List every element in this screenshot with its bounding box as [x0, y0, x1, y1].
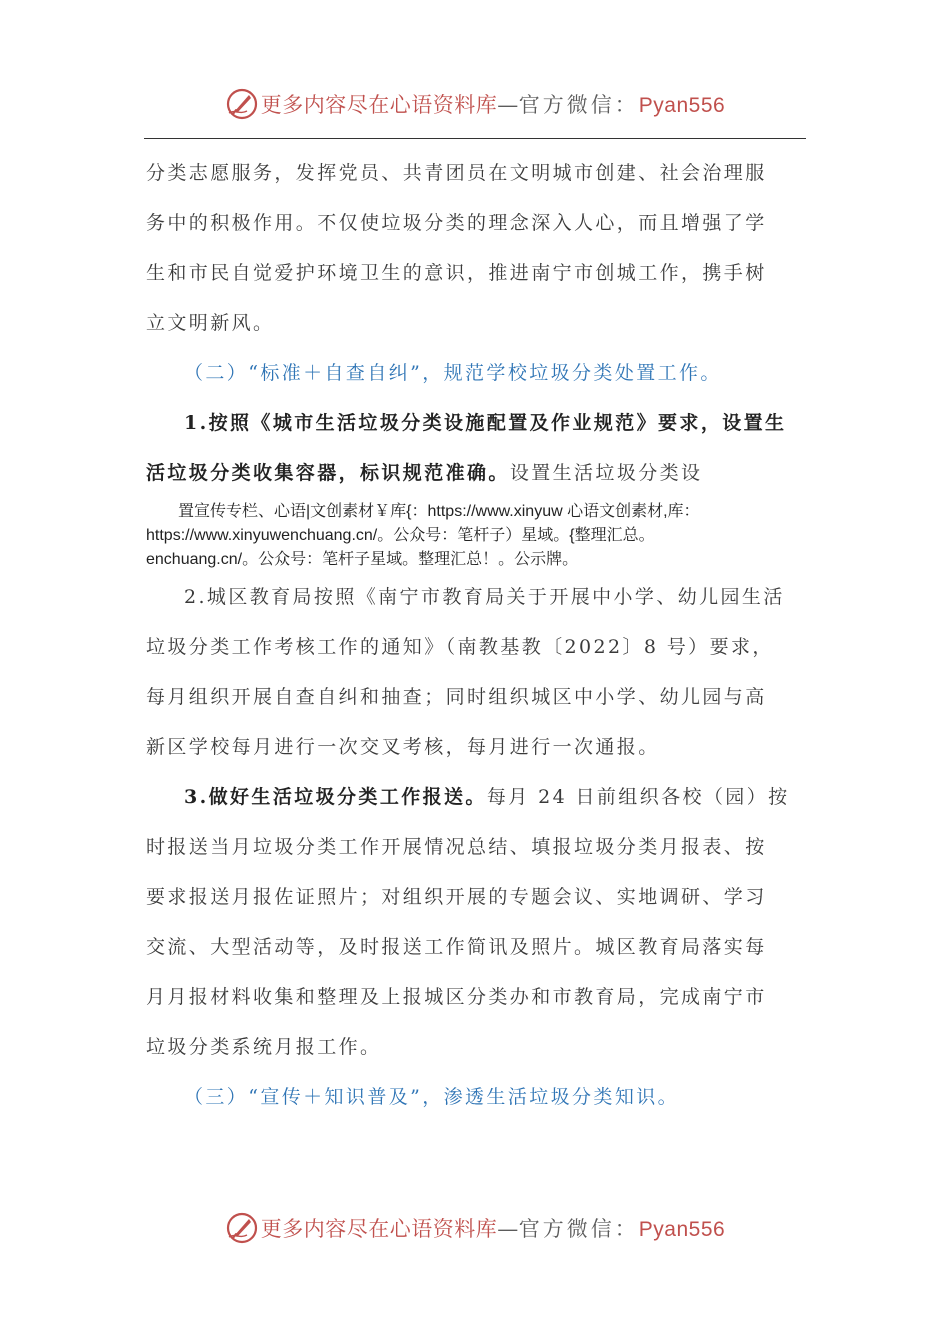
paragraph-line: 务中的积极作用。不仅使垃圾分类的理念深入人心，而且增强了学: [146, 212, 767, 234]
banner-dash: —: [497, 1217, 519, 1241]
inserted-line: enchuang.cn/。公众号：笔杆子星域。整理汇总！。公示牌。: [146, 551, 579, 568]
inserted-text-block: [146, 500, 796, 572]
banner-wechat-label: 官方微信：: [518, 1217, 639, 1241]
item3-line-4: 交流、大型活动等，及时报送工作简讯及照片。城区教育局落实每: [146, 936, 767, 958]
banner-wechat-id: Pyan556: [638, 1218, 726, 1241]
item3-rest-text: 每月 24 日前组织各校（园）按: [486, 786, 790, 808]
banner-text: [261, 1213, 725, 1243]
item3-line-6: 垃圾分类系统月报工作。: [146, 1036, 382, 1058]
header-rule: [144, 138, 806, 139]
item3-line-5: 月月报材料收集和整理及上报城区分类办和市教育局，完成南宁市: [146, 986, 767, 1008]
banner-text: [261, 89, 725, 119]
banner-wechat-label: 官方微信：: [518, 93, 639, 117]
quill-logo-icon: [225, 1211, 259, 1245]
paragraph-line: 立文明新风。: [146, 312, 275, 334]
item2-line-4: 新区学校每月进行一次交叉考核，每月进行一次通报。: [146, 736, 660, 758]
banner-main: 更多内容尽在心语资料库: [260, 1217, 498, 1241]
paragraph-line: 分类志愿服务，发挥党员、共青团员在文明城市创建、社会治理服: [146, 162, 767, 184]
banner-dash: —: [497, 93, 519, 117]
item1-rest-text: 设置生活垃圾分类设: [509, 462, 703, 484]
paragraph-line: 生和市民自觉爱护环境卫生的意识，推进南宁市创城工作，携手树: [146, 262, 767, 284]
item1-line-2: [146, 450, 796, 500]
header-banner: [0, 84, 950, 124]
footer-banner: [0, 1208, 950, 1248]
item1-heading-line: 1.按照《城市生活垃圾分类设施配置及作业规范》要求，设置生: [184, 412, 787, 434]
item2-line-2: 垃圾分类工作考核工作的通知》（南教基教〔2022〕8 号）要求，: [146, 636, 774, 658]
item3-line-3: 要求报送月报佐证照片；对组织开展的专题会议、实地调研、学习: [146, 886, 767, 908]
item3-line-1: [146, 774, 796, 824]
document-body: [146, 150, 796, 1124]
inserted-line: https://www.xinyuwenchuang.cn/。公众号：笔杆子）星域。{整理汇总。: [146, 527, 655, 544]
banner-wechat-id: Pyan556: [638, 94, 726, 117]
section-heading-3: （三）“宣传＋知识普及”，渗透生活垃圾分类知识。: [184, 1086, 680, 1108]
item1-bold-text: 活垃圾分类收集容器，标识规范准确。: [146, 462, 510, 484]
item2-line-3: 每月组织开展自查自纠和抽查；同时组织城区中小学、幼儿园与高: [146, 686, 767, 708]
inserted-line: 置宣传专栏、心语|文创素材￥库{：https://www.xinyuw 心语文创素材,库：: [178, 503, 700, 520]
banner-main: 更多内容尽在心语资料库: [260, 93, 498, 117]
item3-line-2: 时报送当月垃圾分类工作开展情况总结、填报垃圾分类月报表、按: [146, 836, 767, 858]
section-heading-2: （二）“标准＋自查自纠”，规范学校垃圾分类处置工作。: [184, 362, 722, 384]
item2-line-1: 2.城区教育局按照《南宁市教育局关于开展中小学、幼儿园生活: [184, 586, 785, 608]
item3-bold-text: 3.做好生活垃圾分类工作报送。: [184, 786, 487, 808]
quill-logo-icon: [225, 87, 259, 121]
